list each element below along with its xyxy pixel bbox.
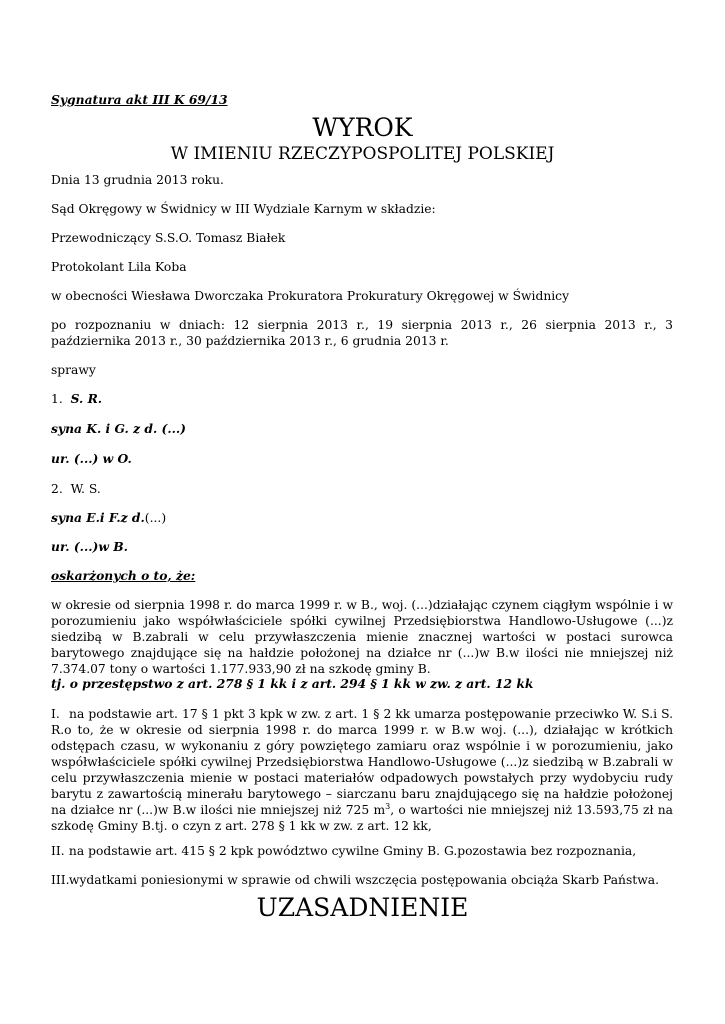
ruling-3-text: wydatkami poniesionymi w sprawie od chwili wszczęcia postępowania obciąża Skarb Państwa.: [68, 873, 659, 887]
ruling-1-text-end: , o wartości nie mniejszej niż 13.593,75 zł na szkodę Gminy B.tj. o czyn z art. 278 § 1 kk w zw. z art. 12 kk,: [51, 803, 673, 833]
case-signature: Sygnatura akt III K 69/13: [51, 92, 228, 107]
defendant-2-parents-bold: syna E.i F.z d.: [51, 510, 145, 525]
defendant-1-parents: syna K. i G. z d. (...): [51, 421, 186, 436]
clerk-line: Protokolant Lila Koba: [51, 260, 187, 274]
defendant-1-name: S. R.: [70, 391, 103, 406]
ruling-1-text: na podstawie art. 17 § 1 pkt 3 kpk w zw. z art. 1 § 2 kk umarza postępowanie przeciwko W. S.i S. R.o to, że w okresie od sierpnia 1998 r. do marca 1999 r. w B.w woj. (...), działając w krótkich odstępach czasu, w wykonaniu z góry powziętego zamiaru oraz wspólnie i w porozumieniu, jako współwłaściciele spółki cywilnej Przedsiębiorstwa Handlowo-Usługowe (...)z siedzibą w B.zabrali w celu przywłaszczenia mienie w postaci materiałów odpadowych powstałych przy wydobyciu rudy barytu z zawartością minerału barytowego – siarczanu baru znajdującego się na hałdzie położonej na działce nr (...)w B.w ilości nie mniejszej niż 725 m: [51, 707, 673, 817]
defendant-1-number: 1.: [51, 392, 63, 406]
defendant-1-birth: ur. (...) w O.: [51, 451, 132, 466]
defendant-2-parents: [51, 510, 673, 526]
ruling-2-text: na podstawie art. 415 § 2 kpk powództwo cywilne Gminy B. G.pozostawia bez rozpoznania,: [68, 844, 637, 858]
charge-text: w okresie od sierpnia 1998 r. do marca 1999 r. w B., woj. (...)działając czynem ciągłym wspólnie i w porozumieniu jako współwłaściciele spółki cywilnej Przedsiębiorstwa Handlowo-Usługowe (...)z siedzibą w B.zabrali w celu przywłaszczenia mienie znacznej wartości w postaci surowca barytowego znajdujące się na hałdzie położonej na działce nr (...)w B.w ilości nie mniejszej niż 7.374.07 tony o wartości 1.177.933,90 zł na szkodę gminy B.: [51, 598, 673, 676]
ruling-item-1: [51, 706, 673, 834]
case-word: sprawy: [51, 363, 96, 377]
verdict-title: WYROK: [312, 113, 413, 142]
chair-line: Przewodniczący S.S.O. Tomasz Białek: [51, 231, 286, 245]
presence-line: w obecności Wiesława Dworczaka Prokuratora Prokuratury Okręgowej w Świdnicy: [51, 289, 570, 303]
date-line: Dnia 13 grudnia 2013 roku.: [51, 173, 224, 187]
hearing-dates: po rozpoznaniu w dniach: 12 sierpnia 2013 r., 19 sierpnia 2013 r., 26 sierpnia 2013 r., 3 października 2013 r., 30 października 2013 r., 6 grudnia 2013 r.: [51, 318, 673, 348]
justification-title: UZASADNIENIE: [256, 893, 469, 922]
ruling-1-superscript: 3: [385, 802, 391, 811]
ruling-2-number: II.: [51, 844, 65, 858]
defendant-2: [51, 481, 673, 497]
ruling-item-3: [51, 872, 673, 888]
defendant-1: [51, 391, 673, 407]
defendant-2-parents-rest: (...): [144, 511, 167, 525]
ruling-1-number: I.: [51, 707, 60, 721]
verdict-subtitle: W IMIENIU RZECZYPOSPOLITEJ POLSKIEJ: [170, 144, 555, 164]
charge-legal-basis: tj. o przestępstwo z art. 278 § 1 kk i z art. 294 § 1 kk w zw. z art. 12 kk: [51, 676, 534, 691]
ruling-item-2: [51, 843, 673, 859]
ruling-3-number: III.: [51, 873, 70, 887]
defendant-2-birth: ur. (...)w B.: [51, 539, 128, 554]
accused-heading: oskarżonych o to, że:: [51, 568, 196, 583]
defendant-2-number: 2.: [51, 482, 63, 496]
court-line: Sąd Okręgowy w Świdnicy w III Wydziale Karnym w składzie:: [51, 202, 436, 216]
defendant-2-name: W. S.: [70, 482, 101, 496]
